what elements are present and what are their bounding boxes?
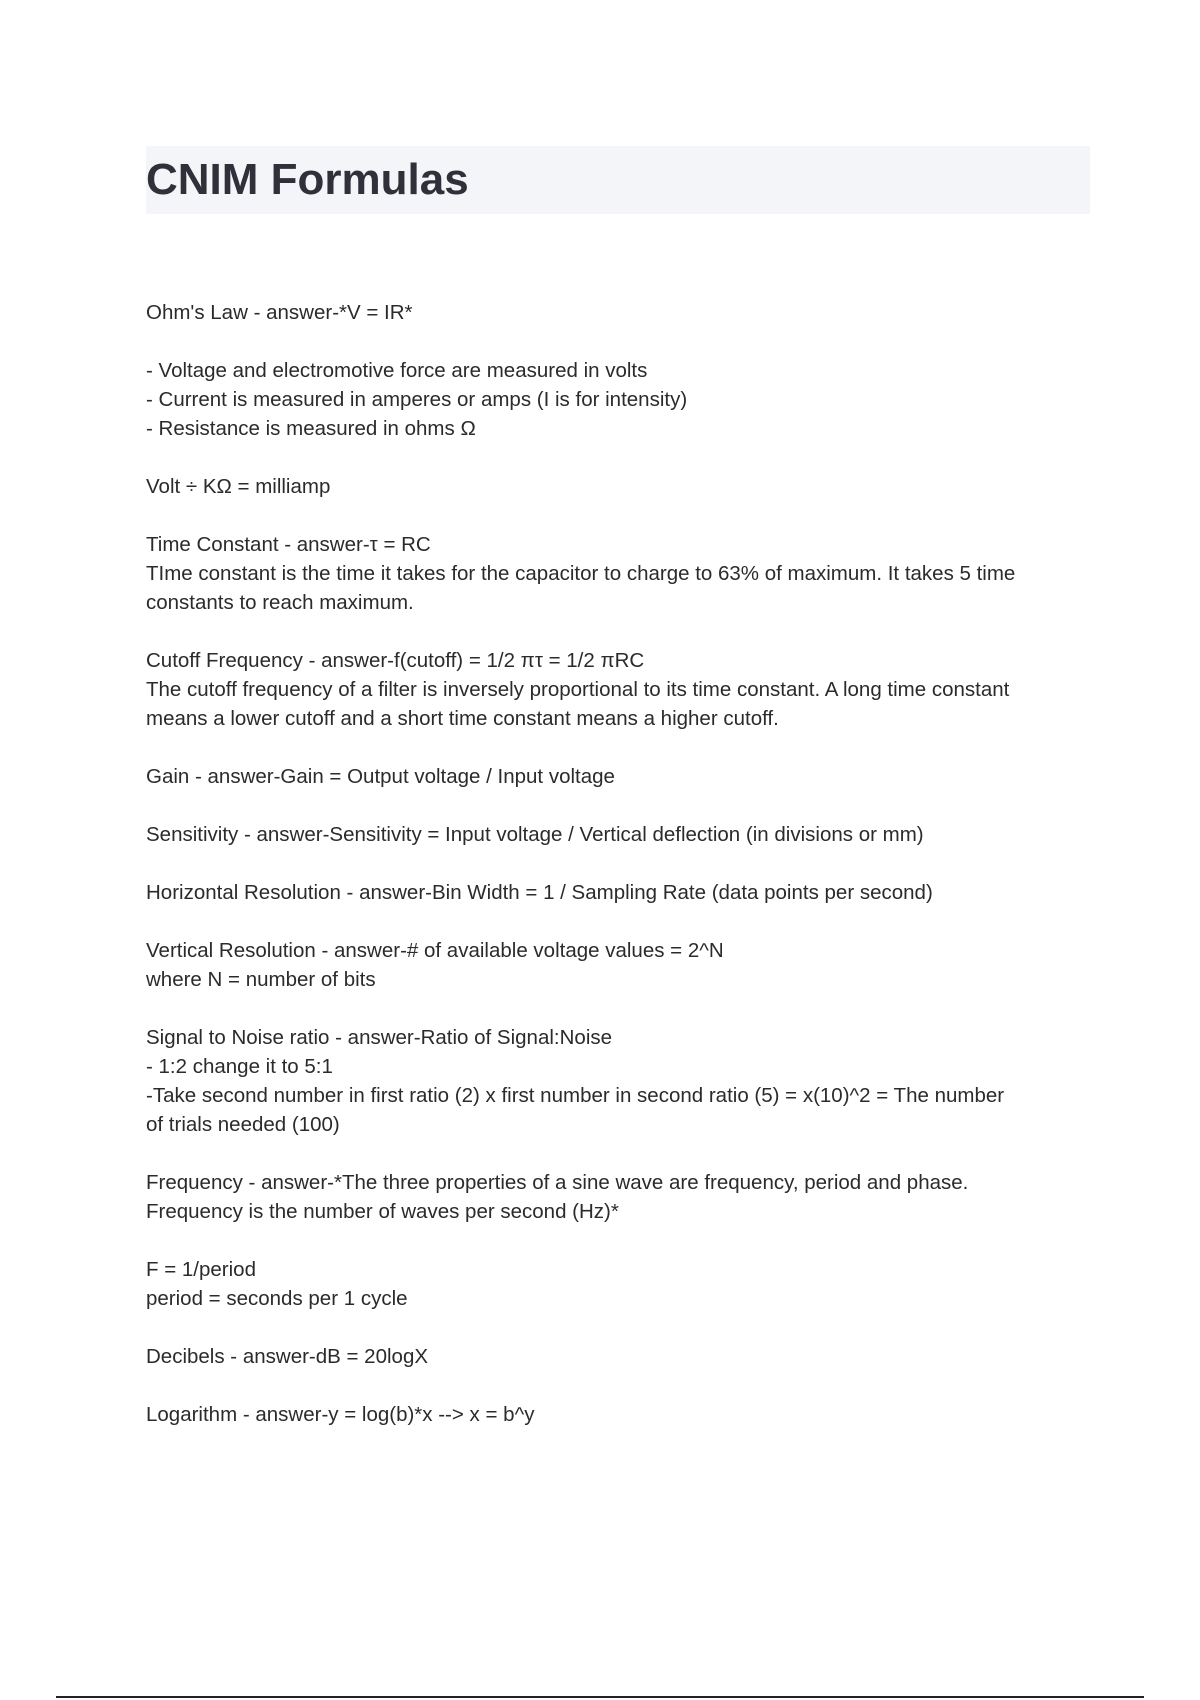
title-banner: [146, 146, 1090, 214]
text-line: constants to reach maximum.: [146, 591, 414, 614]
text-line: TIme constant is the time it takes for the capacitor to charge to 63% of maximum. It takes 5 time: [146, 562, 1016, 585]
text-line: Signal to Noise ratio - answer-Ratio of Signal:Noise: [146, 1026, 613, 1049]
text-line: Sensitivity - answer-Sensitivity = Input voltage / Vertical deflection (in divisions or mm): [146, 823, 924, 846]
text-line: Frequency is the number of waves per second (Hz)*: [146, 1200, 619, 1223]
text-line: period = seconds per 1 cycle: [146, 1287, 408, 1310]
text-line: The cutoff frequency of a filter is inversely proportional to its time constant. A long time constant: [146, 678, 1010, 701]
paragraph-frequency: [146, 1168, 1090, 1226]
text-line: - Voltage and electromotive force are measured in volts: [146, 359, 648, 382]
paragraph-decibels: [146, 1342, 1090, 1371]
paragraph-vertical-resolution: [146, 936, 1090, 994]
text-line: - Current is measured in amperes or amps (I is for intensity): [146, 388, 688, 411]
paragraph-signal-to-noise: [146, 1023, 1090, 1139]
footer-divider: [56, 1696, 1144, 1698]
paragraph-cutoff-frequency: [146, 646, 1090, 733]
document-body: [146, 298, 1090, 1458]
text-line: - 1:2 change it to 5:1: [146, 1055, 333, 1078]
paragraph-volt-kohm: [146, 472, 1090, 501]
paragraph-gain: [146, 762, 1090, 791]
paragraph-logarithm: [146, 1400, 1090, 1429]
text-line: - Resistance is measured in ohms Ω: [146, 417, 476, 440]
paragraph-time-constant: [146, 530, 1090, 617]
text-line: Volt ÷ KΩ = milliamp: [146, 475, 331, 498]
text-line: Ohm's Law - answer-*V = IR*: [146, 301, 413, 324]
paragraph-horizontal-resolution: [146, 878, 1090, 907]
text-line: Cutoff Frequency - answer-f(cutoff) = 1/2 πτ = 1/2 πRC: [146, 649, 645, 672]
text-line: Gain - answer-Gain = Output voltage / Input voltage: [146, 765, 615, 788]
text-line: Decibels - answer-dB = 20logX: [146, 1345, 429, 1368]
paragraph-units: [146, 356, 1090, 443]
paragraph-period: [146, 1255, 1090, 1313]
page-title: CNIM Formulas: [146, 155, 469, 204]
text-line: Frequency - answer-*The three properties of a sine wave are frequency, period and phase.: [146, 1171, 969, 1194]
text-line: -Take second number in first ratio (2) x first number in second ratio (5) = x(10)^2 = The number: [146, 1084, 1005, 1107]
text-line: means a lower cutoff and a short time constant means a higher cutoff.: [146, 707, 779, 730]
paragraph-ohms-law: [146, 298, 1090, 327]
text-line: Horizontal Resolution - answer-Bin Width = 1 / Sampling Rate (data points per second): [146, 881, 933, 904]
text-line: of trials needed (100): [146, 1113, 340, 1136]
text-line: Vertical Resolution - answer-# of available voltage values = 2^N: [146, 939, 724, 962]
text-line: Logarithm - answer-y = log(b)*x --> x = b^y: [146, 1403, 535, 1426]
text-line: where N = number of bits: [146, 968, 376, 991]
paragraph-sensitivity: [146, 820, 1090, 849]
text-line: F = 1/period: [146, 1258, 256, 1281]
text-line: Time Constant - answer-τ = RC: [146, 533, 431, 556]
